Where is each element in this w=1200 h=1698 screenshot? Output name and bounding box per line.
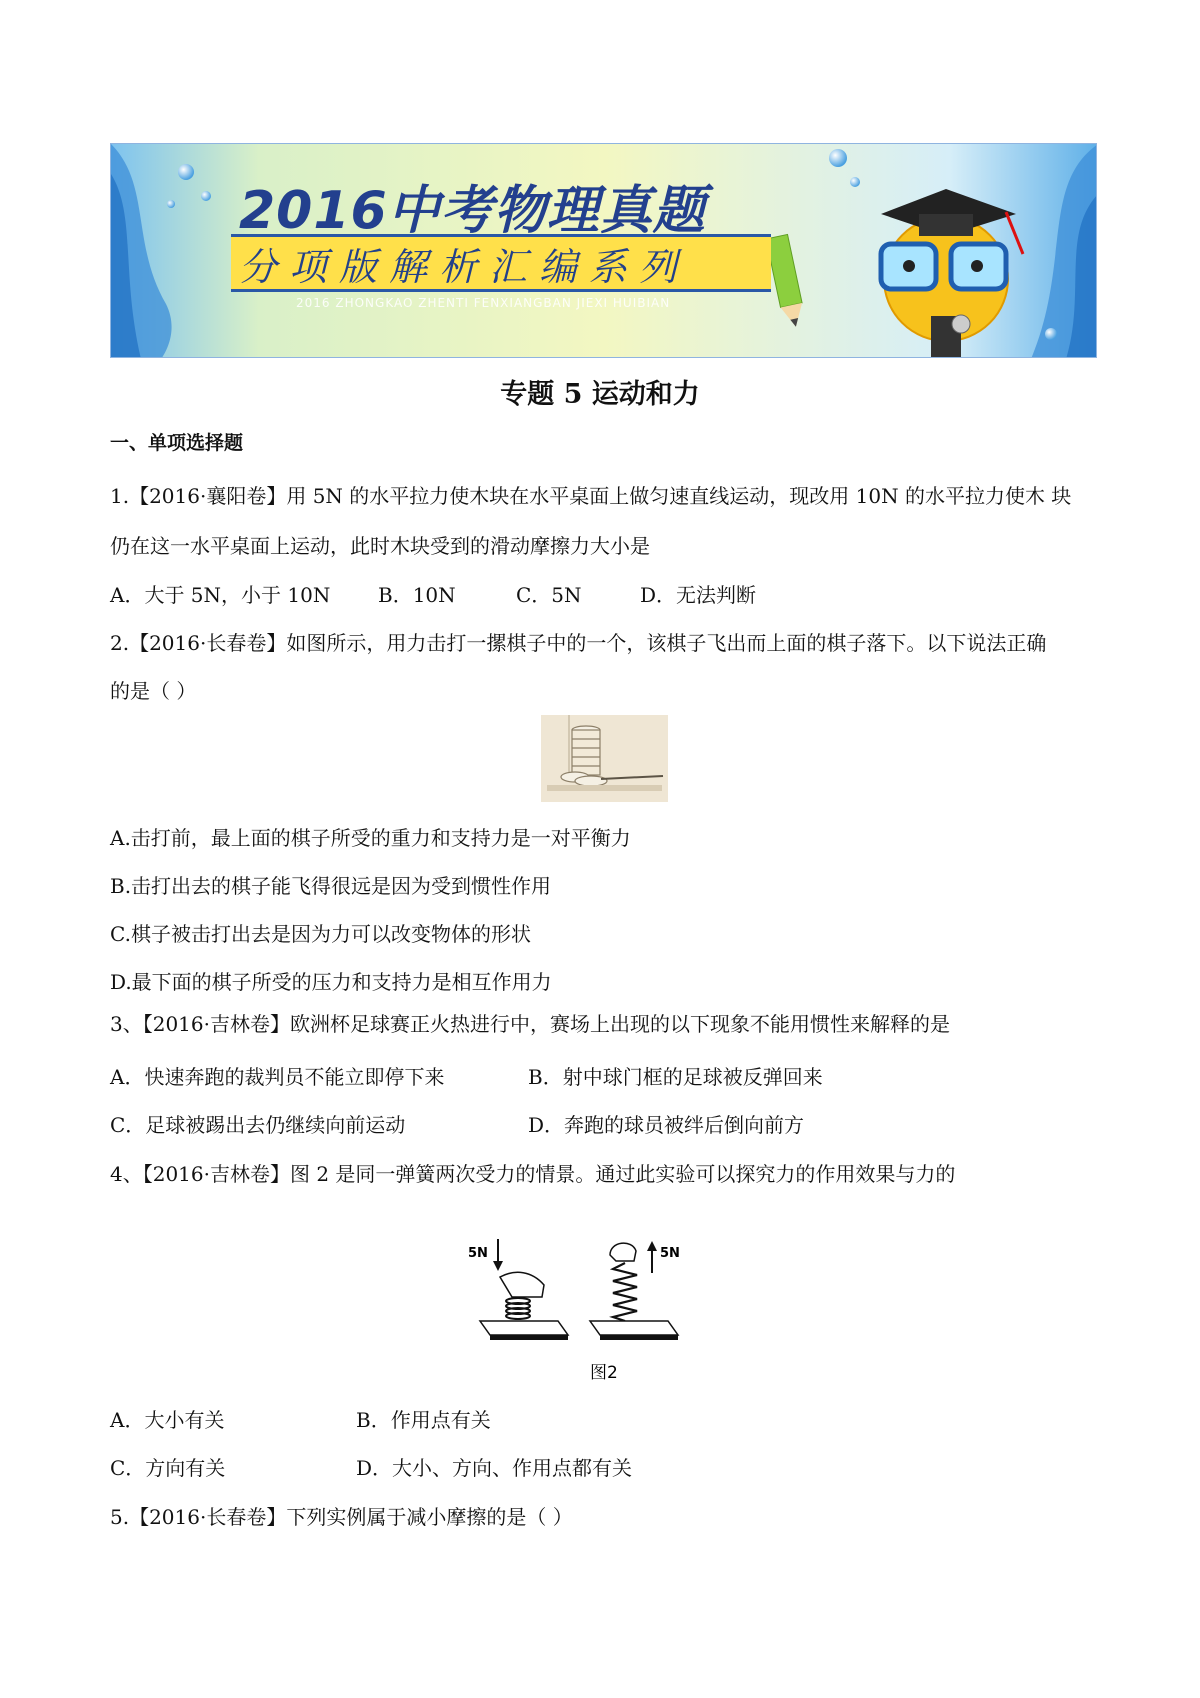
q3-option-c: C．足球被踢出去仍继续向前运动 xyxy=(110,1113,406,1137)
q1-stem-line2: 仍在这一水平桌面上运动，此时木块受到的滑动摩擦力大小是 xyxy=(110,534,650,558)
chess-stack-figure xyxy=(541,715,668,802)
q4-option-d: D．大小、方向、作用点都有关 xyxy=(356,1456,633,1480)
q1-stem-line1: 1.【2016·襄阳卷】用 5N 的水平拉力使木块在水平桌面上做匀速直线运动，现改用 10N 的水平拉力使木 块 xyxy=(110,484,1072,508)
q2-option-c: C.棋子被击打出去是因为力可以改变物体的形状 xyxy=(110,922,531,946)
banner-subtitle: 分项版解析汇编系列 xyxy=(239,245,690,289)
q3-stem: 3、【2016·吉林卷】欧洲杯足球赛正火热进行中，赛场上出现的以下现象不能用惯性来解释的是 xyxy=(110,1012,950,1036)
document-title: 专题 5 运动和力 xyxy=(500,379,700,410)
q4-stem: 4、【2016·吉林卷】图 2 是同一弹簧两次受力的情景。通过此实验可以探究力的作用效果与力的 xyxy=(110,1162,956,1186)
figure-caption: 图2 xyxy=(590,1363,618,1383)
q3-option-b: B．射中球门框的足球被反弹回来 xyxy=(528,1065,823,1089)
spring-figure xyxy=(460,1235,740,1395)
q2-stem-line2: 的是（ ） xyxy=(110,679,197,703)
section-heading: 一、单项选择题 xyxy=(110,432,244,454)
q5-stem: 5.【2016·长春卷】下列实例属于减小摩擦的是（ ） xyxy=(110,1505,573,1529)
q4-option-c: C．方向有关 xyxy=(110,1456,226,1480)
q2-option-d: D.最下面的棋子所受的压力和支持力是相互作用力 xyxy=(110,970,552,994)
q2-stem-line1: 2.【2016·长春卷】如图所示，用力击打一摞棋子中的一个，该棋子飞出而上面的棋子落下。以下说法正确 xyxy=(110,631,1047,655)
force-label-right: 5N xyxy=(660,1246,680,1261)
q4-option-b: B．作用点有关 xyxy=(356,1408,491,1432)
q1-option-a: A．大于 5N，小于 10N xyxy=(110,583,331,607)
q2-option-a: A.击打前，最上面的棋子所受的重力和支持力是一对平衡力 xyxy=(110,826,631,850)
q1-option-c: C．5N xyxy=(516,583,582,607)
header-banner xyxy=(110,143,1097,358)
q3-option-d: D．奔跑的球员被绊后倒向前方 xyxy=(528,1113,805,1137)
banner-pinyin: 2016 ZHONGKAO ZHENTI FENXIANGBAN JIEXI HUIBIAN xyxy=(296,296,671,310)
banner-title: 2016中考物理真题 xyxy=(239,181,706,241)
force-label-left: 5N xyxy=(468,1246,488,1261)
q1-option-b: B．10N xyxy=(378,583,456,607)
q1-option-d: D．无法判断 xyxy=(640,583,757,607)
q2-option-b: B.击打出去的棋子能飞得很远是因为受到惯性作用 xyxy=(110,874,552,898)
q4-option-a: A．大小有关 xyxy=(110,1408,225,1432)
q3-option-a: A．快速奔跑的裁判员不能立即停下来 xyxy=(110,1065,445,1089)
